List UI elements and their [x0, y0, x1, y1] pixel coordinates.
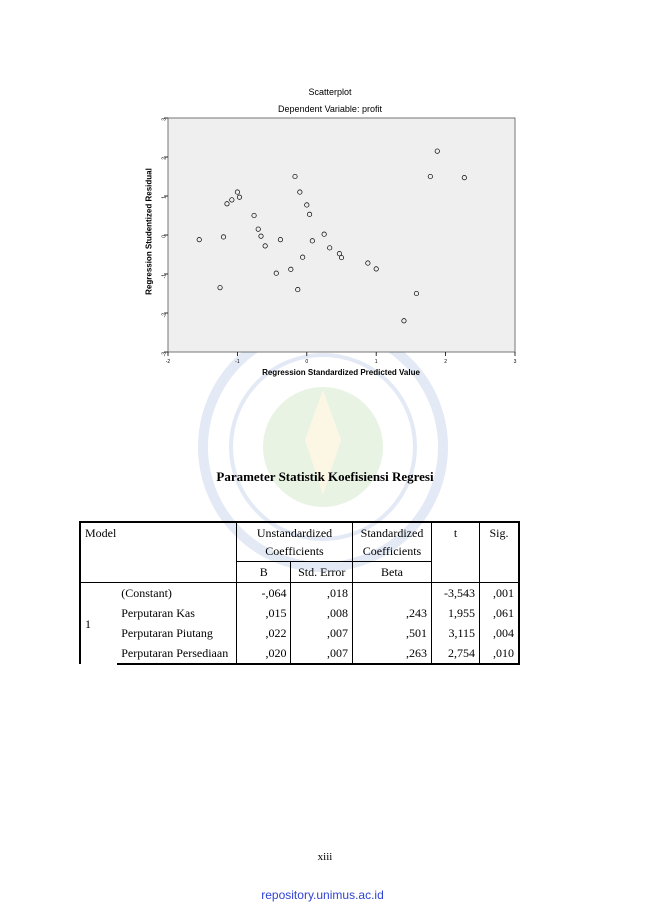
cell-sig: ,061 [480, 603, 520, 623]
cell-beta: ,263 [353, 643, 432, 664]
y-tick-label: -3 [161, 352, 168, 357]
header-model: Model [80, 522, 237, 583]
y-tick-label: -2 [161, 313, 168, 318]
cell-beta: ,243 [353, 603, 432, 623]
x-tick-label: 3 [513, 359, 517, 365]
cell-sig: ,010 [480, 643, 520, 664]
cell-std-error: ,007 [291, 643, 353, 664]
x-tick-label: -1 [235, 359, 240, 365]
header-std-error: Std. Error [291, 562, 353, 583]
cell-b: ,015 [237, 603, 291, 623]
model-number: 1 [80, 583, 117, 665]
cell-t: 2,754 [432, 643, 480, 664]
cell-beta [353, 583, 432, 604]
x-tick-label: 1 [374, 359, 378, 365]
x-axis-label: Regression Standardized Predicted Value [262, 368, 420, 377]
cell-t: 1,955 [432, 603, 480, 623]
regression-coefficients-table [79, 521, 520, 665]
x-tick-label: -2 [165, 359, 171, 365]
header-b: B [237, 562, 291, 583]
y-axis-label: Regression Studentized Residual [144, 168, 154, 295]
header-standardized: Standardized Coefficients [353, 522, 432, 562]
page-number: xiii [317, 851, 333, 863]
header-sig: Sig. [480, 522, 520, 583]
table-title: Parameter Statistik Koefisiensi Regresi [216, 469, 434, 484]
scatterplot-figure [135, 82, 525, 382]
header-t: t [432, 522, 480, 583]
y-tick-label: 0 [161, 235, 168, 238]
cell-std-error: ,018 [291, 583, 353, 604]
cell-b: ,020 [237, 643, 291, 664]
header-unstandardized: Unstandardized Coefficients [237, 522, 353, 562]
cell-std-error: ,008 [291, 603, 353, 623]
cell-t: -3,543 [432, 583, 480, 604]
y-tick-label: 3 [161, 118, 168, 121]
row-label: Perputaran Piutang [121, 626, 213, 640]
x-tick-label: 0 [305, 359, 309, 365]
cell-sig: ,001 [480, 583, 520, 604]
header-beta: Beta [353, 562, 432, 583]
repository-link[interactable]: repository.unimus.ac.id [261, 888, 384, 902]
cell-std-error: ,007 [291, 623, 353, 643]
chart-subtitle: Dependent Variable: profit [278, 104, 382, 114]
row-label: Perputaran Kas [121, 606, 195, 620]
cell-t: 3,115 [432, 623, 480, 643]
y-tick-label: -1 [161, 274, 168, 279]
scatterplot-canvas [135, 82, 525, 382]
cell-sig: ,004 [480, 623, 520, 643]
y-tick-label: 2 [161, 157, 168, 160]
row-label: (Constant) [117, 583, 236, 604]
cell-b: -,064 [237, 583, 291, 604]
row-label: Perputaran Persediaan [117, 643, 236, 664]
chart-title: Scatterplot [308, 87, 352, 97]
y-tick-label: 1 [161, 196, 168, 199]
cell-beta: ,501 [353, 623, 432, 643]
plot-area [168, 118, 515, 352]
x-tick-label: 2 [444, 359, 447, 365]
cell-b: ,022 [237, 623, 291, 643]
